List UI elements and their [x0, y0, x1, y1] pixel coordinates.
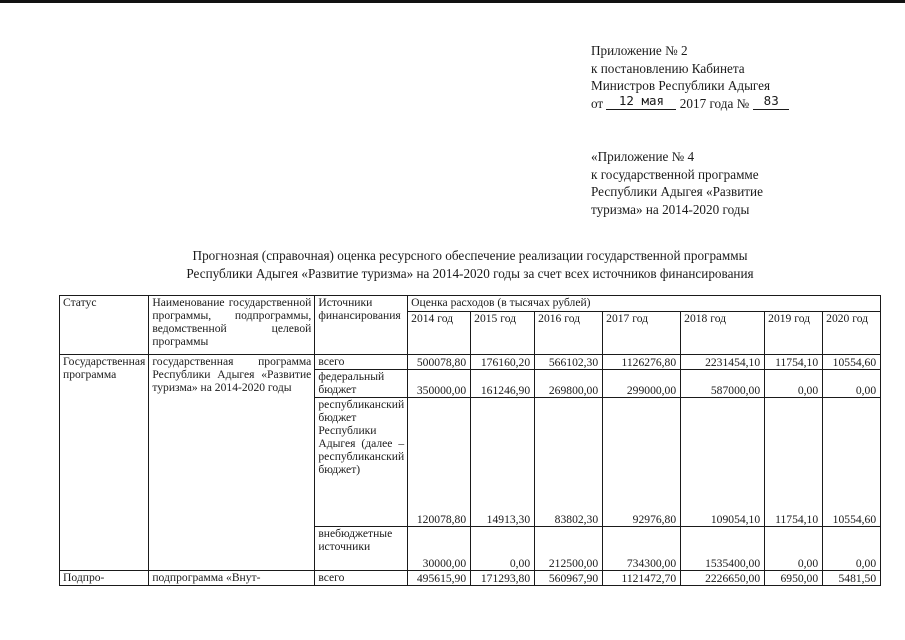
appendix-number: Приложение № 2 — [591, 43, 688, 58]
table-row — [60, 571, 881, 586]
number-field — [753, 92, 789, 110]
value-cell: 5481,50 — [823, 571, 881, 586]
header-year: 2018 год — [681, 312, 765, 355]
quoted-appendix-number: «Приложение № 4 — [591, 149, 695, 164]
title-line-1: Прогнозная (справочная) оценка ресурсного обеспечение реализации государственной программы — [192, 248, 748, 263]
value-cell: 0,00 — [765, 370, 823, 398]
value-cell: 120078,80 — [408, 398, 471, 527]
header-year: 2019 год — [765, 312, 823, 355]
value-cell: 495615,90 — [408, 571, 471, 586]
appendix-cabinet: Министров Республики Адыгея — [591, 78, 771, 93]
source-cell: внебюджетные источники — [315, 527, 408, 571]
value-cell: 109054,10 — [681, 398, 765, 527]
value-cell: 6950,00 — [765, 571, 823, 586]
header-year: 2014 год — [408, 312, 471, 355]
program-name: государственная программа Республики Адыгея «Развитие туризма» на 2014-2020 годы — [149, 355, 315, 571]
funding-table — [59, 295, 881, 586]
value-cell: 83802,30 — [535, 398, 603, 527]
value-cell: 500078,80 — [408, 355, 471, 370]
value-cell: 560967,90 — [535, 571, 603, 586]
value-cell: 0,00 — [823, 370, 881, 398]
handwritten-number: 83 — [763, 92, 779, 108]
header-estimate: Оценка расходов (в тысячах рублей) — [408, 296, 881, 312]
program-status: Государственная программа — [60, 355, 149, 571]
value-cell: 11754,10 — [765, 398, 823, 527]
value-cell: 92976,80 — [603, 398, 681, 527]
appendix-header — [591, 42, 789, 112]
quoted-appendix-republic: Республики Адыгея «Развитие — [591, 184, 763, 199]
year-text: 2017 года № — [679, 95, 750, 111]
header-sources: Источники финансирования — [315, 296, 408, 355]
title-line-2: Республики Адыгея «Развитие туризма» на 2014-2020 годы за счет всех источников финансирования — [186, 266, 754, 281]
table-row — [60, 355, 881, 370]
scan-edge — [0, 0, 905, 3]
source-cell: всего — [315, 355, 408, 370]
date-field — [606, 92, 676, 110]
value-cell: 0,00 — [823, 527, 881, 571]
value-cell: 1126276,80 — [603, 355, 681, 370]
quoted-appendix-period: туризма» на 2014-2020 годы — [591, 201, 750, 217]
subprogram-status: Подпро- — [60, 571, 149, 586]
value-cell: 161246,90 — [471, 370, 535, 398]
value-cell: 269800,00 — [535, 370, 603, 398]
handwritten-date: 12 мая — [618, 92, 665, 108]
value-cell: 30000,00 — [408, 527, 471, 571]
from-label: от — [591, 95, 604, 111]
header-year: 2015 год — [471, 312, 535, 355]
value-cell: 171293,80 — [471, 571, 535, 586]
quoted-appendix-program: к государственной программе — [591, 166, 759, 182]
value-cell: 212500,00 — [535, 527, 603, 571]
value-cell: 587000,00 — [681, 370, 765, 398]
appendix-date-line — [591, 92, 789, 113]
source-cell: всего — [315, 571, 408, 586]
appendix-resolution: к постановлению Кабинета — [591, 60, 745, 76]
value-cell: 10554,60 — [823, 355, 881, 370]
document-title — [40, 247, 900, 283]
value-cell: 176160,20 — [471, 355, 535, 370]
value-cell: 0,00 — [471, 527, 535, 571]
source-cell: федеральный бюджет — [315, 370, 408, 398]
quoted-appendix — [591, 148, 763, 218]
value-cell: 734300,00 — [603, 527, 681, 571]
value-cell: 566102,30 — [535, 355, 603, 370]
value-cell: 350000,00 — [408, 370, 471, 398]
value-cell: 14913,30 — [471, 398, 535, 527]
value-cell: 299000,00 — [603, 370, 681, 398]
value-cell: 11754,10 — [765, 355, 823, 370]
header-year: 2016 год — [535, 312, 603, 355]
subprogram-name: подпрограмма «Внут- — [149, 571, 315, 586]
value-cell: 0,00 — [765, 527, 823, 571]
value-cell: 2231454,10 — [681, 355, 765, 370]
value-cell: 10554,60 — [823, 398, 881, 527]
value-cell: 1535400,00 — [681, 527, 765, 571]
header-year: 2020 год — [823, 312, 881, 355]
header-year: 2017 год — [603, 312, 681, 355]
value-cell: 1121472,70 — [603, 571, 681, 586]
header-status: Статус — [60, 296, 149, 355]
source-cell: республиканский бюджет Республики Адыгея (далее – республиканский бюджет) — [315, 398, 408, 527]
value-cell: 2226650,00 — [681, 571, 765, 586]
header-name: Наименование государственной программы, подпрограммы, ведомственной целевой программы — [149, 296, 315, 355]
